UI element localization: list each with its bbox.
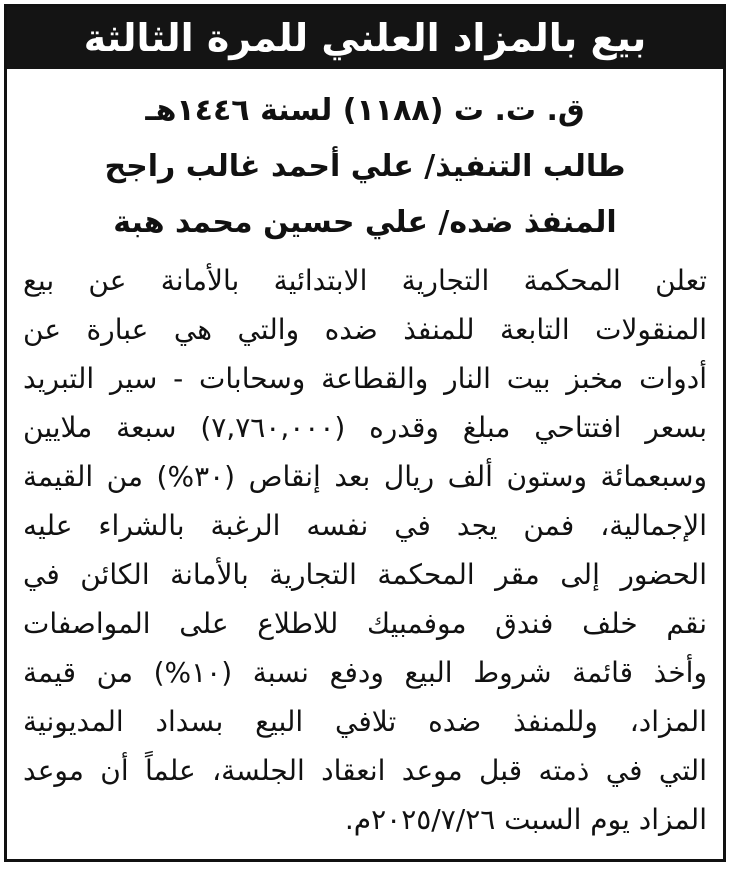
body-line: نقم خلف فندق موفمبيك للاطلاع على المواصفات bbox=[23, 607, 707, 640]
body-line: التي في ذمته قبل موعد انعقاد الجلسة، علماً أن موعد bbox=[23, 754, 707, 787]
title-bar bbox=[7, 7, 723, 69]
body-line: وأخذ قائمة شروط البيع ودفع نسبة (١٠%) من قيمة bbox=[23, 656, 707, 689]
body-line-last: المزاد يوم السبت ٢٠٢٥/٧/٢٦م. bbox=[344, 803, 707, 836]
body-line: بسعر افتتاحي مبلغ وقدره (٧,٧٦٠,٠٠٠) سبعة ملايين bbox=[23, 411, 707, 444]
body-line: الحضور إلى مقر المحكمة التجارية بالأمانة الكائن في bbox=[23, 558, 707, 591]
body-line: تعلن المحكمة التجارية الابتدائية بالأمانة عن بيع bbox=[23, 264, 707, 297]
applicant-line: طالب التنفيذ/ علي أحمد غالب راجح bbox=[104, 149, 626, 184]
auction-notice bbox=[4, 4, 726, 862]
notice-title: بيع بالمزاد العلني للمرة الثالثة bbox=[83, 16, 647, 60]
case-number: ق. ت. ت (١١٨٨) لسنة ١٤٤٦هـ bbox=[145, 93, 585, 128]
body-line: المزاد، وللمنفذ ضده تلافي البيع بسداد المديونية bbox=[23, 705, 707, 738]
body-line: أدوات مخبز بيت النار والقطاعة وسحابات - سير التبريد bbox=[23, 362, 707, 395]
body-line: وسبعمائة وستون ألف ريال بعد إنقاص (٣٠%) من القيمة bbox=[23, 460, 707, 493]
body-line: الإجمالية، فمن يجد في نفسه الرغبة بالشراء عليه bbox=[23, 509, 707, 542]
body-line: المنقولات التابعة للمنفذ ضده والتي هي عبارة عن bbox=[23, 313, 707, 346]
respondent-line: المنفذ ضده/ علي حسين محمد هبة bbox=[113, 205, 617, 240]
